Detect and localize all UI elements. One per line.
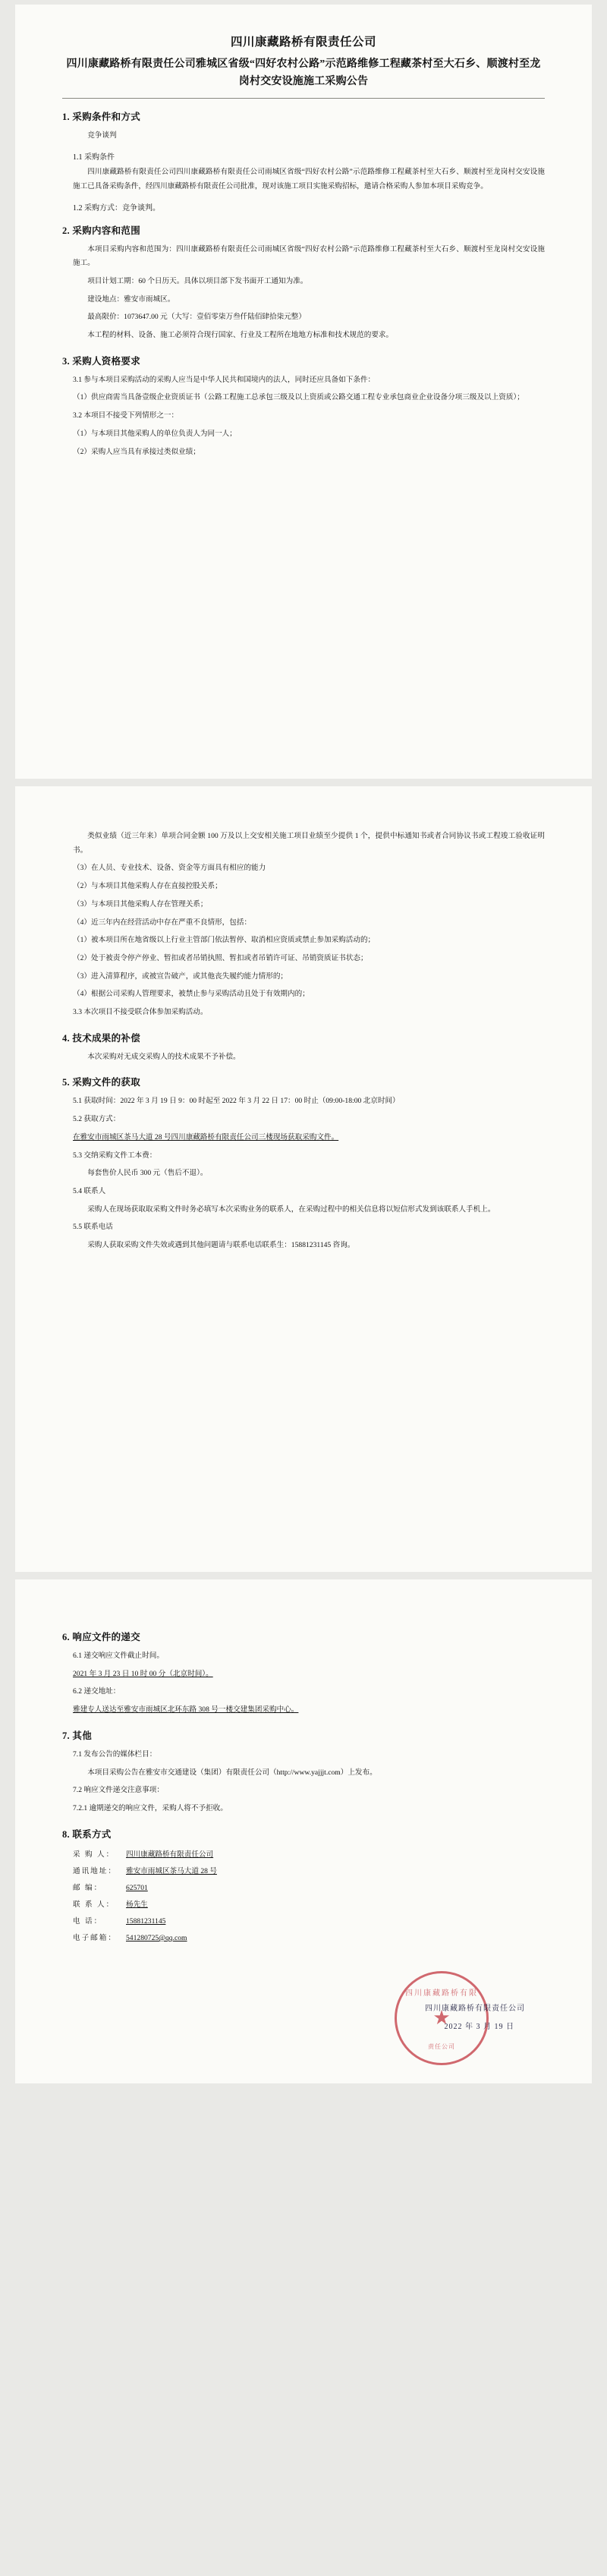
document-page-1 [15,5,592,779]
contact-table [62,1847,545,1947]
section-2-paragraph-1: 本项目采购内容和范围为：四川康藏路桥有限责任公司雨城区省级“四好农村公路”示范路维修工程藏茶村至大石乡、顺渡村至龙岗村交安设施施工。 [73,244,545,268]
seal-star-icon: ★ [432,2007,451,2029]
section-3-3-item-3b: （3）与本项目其他采购人存在管理关系； [73,899,208,909]
contact-label: 邮 编： [73,1883,103,1892]
section-8-heading: 8. 联系方式 [62,1828,112,1840]
contact-value: 四川康藏路桥有限责任公司 [126,1850,214,1859]
section-5-5-paragraph: 5.5 联系电话 [73,1223,113,1232]
section-2-heading: 2. 采购内容和范围 [62,225,141,236]
document-title: 四川康藏路桥有限责任公司雅城区省级“四好农村公路”示范路维修工程藏茶村至大石乡、顺渡村至龙岗村交安设施施工采购公告 [66,58,541,88]
section-3-3-item-4-4: （4）根据公司采购人管理要求，被禁止参与采购活动且处于有效期内的； [73,990,310,999]
seal-bottom-text: 责任公司 [428,2043,455,2050]
section-2-paragraph-4: 最高限价：1073647.00 元（大写：壹佰零柒万叁仟陆佰肆拾柒元整） [87,313,306,322]
section-5-4-paragraph: 5.4 联系人 [73,1186,106,1195]
signature-date: 2022 年 3 月 19 日 [444,2023,514,2031]
contact-label: 电子邮箱： [73,1933,117,1942]
section-3-3-item-3: （3）在人员、专业技术、设备、资金等方面具有相应的能力 [73,864,266,873]
section-3-1-paragraph: 3.1 参与本项目采购活动的采购人应当是中华人民共和国境内的法人，同时还应具备如下条件： [73,375,376,384]
section-6-1-paragraph: 6.1 递交响应文件截止时间。 [73,1652,164,1660]
section-7-1-paragraph: 7.1 发布公告的媒体栏目： [73,1749,157,1759]
contact-label: 采 购 人： [73,1850,115,1859]
section-3-3-similar-performance: 类似业绩（近三年来）单项合同金额 100 万及以上交安相关施工项目业绩至少提供 1 个，提供中标通知书或者合同协议书或工程竣工验收证明书。 [73,832,545,855]
section-7-1-media: 本项目采购公告在雅安市交通建设（集团）有限责任公司（http://www.yajjjt.com）上发布。 [87,1768,377,1777]
contact-value: 杨先生 [126,1900,148,1909]
section-1-2-heading: 1.2 采购方式：竞争谈判。 [73,203,160,213]
section-5-1-paragraph: 5.1 获取时间：2022 年 3 月 19 日 9：00 时起至 2022 年 3 月 22 日 17：00 时止（09:00-18:00 北京时间） [73,1097,400,1106]
section-7-heading: 7. 其他 [62,1730,93,1741]
section-6-2-paragraph: 6.2 递交地址： [73,1687,121,1696]
contact-value: 雅安市雨城区茶马大道 28 号 [126,1866,217,1875]
section-3-3-item-4-1: （1）被本项目所在地省级以上行业主管部门依法暂停、取消相应资质或禁止参加采购活动的； [73,936,376,945]
section-3-4-paragraph: 3.3 本次项目不接受联合体参加采购活动。 [73,1008,208,1017]
section-1-1-paragraph: 四川康藏路桥有限责任公司四川康藏路桥有限责任公司雨城区省级“四好农村公路”示范路维修工程藏茶村至大石乡、顺渡村至龙岗村交安设施施工已具备采购条件，经四川康藏路桥有限责任公司批准，现对该施工项目实施采购招标，邀请合格采购人参加本项目采购竞争。 [73,168,545,191]
section-7-2-1-paragraph: 7.2.1 逾期递交的响应文件，采购人将不予拒收。 [73,1803,228,1812]
section-3-3-item-4-3: （3）进入清算程序，或被宣告破产，或其他丧失履约能力情形的； [73,972,288,981]
document-page-2 [15,786,592,1572]
signature-block [62,1967,545,2058]
section-5-2-paragraph: 5.2 获取方式： [73,1115,121,1124]
section-4-heading: 4. 技术成果的补偿 [62,1032,141,1044]
contact-row [73,1930,545,1947]
section-6-heading: 6. 响应文件的递交 [62,1632,141,1642]
contact-value: 15881231145 [126,1916,166,1926]
contact-row [73,1847,545,1863]
section-4-paragraph: 本次采购对无成交采购人的技术成果不予补偿。 [87,1052,241,1061]
contact-label: 联 系 人： [73,1900,115,1909]
section-3-2-item-2: （2）采购人应当具有承接过类似业绩； [73,447,200,456]
section-6-2-address: 雅建专人送达至雅安市雨城区北环东路 308 号一楼交建集团采购中心。 [73,1705,299,1715]
title-divider [62,98,545,99]
contact-value: 625701 [126,1883,148,1892]
contact-label: 通讯地址： [73,1866,117,1875]
contact-value: 541280725@qq.com [126,1933,187,1942]
section-3-1-item-1: （1）供应商需当具备壹级企业资质证书（公路工程施工总承包三级及以上资质或公路交通工程专业承包商业企业设备分项三级及以上资质）； [73,393,524,402]
section-2-paragraph-2: 项目计划工期：60 个日历天。具体以项目部下发书面开工通知为准。 [87,276,308,285]
contact-row [73,1880,545,1897]
section-2-paragraph-5: 本工程的材料、设备、施工必须符合现行国家、行业及工程所在地地方标准和技术规范的要求。 [87,331,394,340]
section-3-3-item-4-2: （2）处于被责令停产停业、暂扣或者吊销执照、暂扣或者吊销许可证、吊销资质证书状态； [73,953,368,962]
section-1-lead: 竞争谈判 [87,131,117,140]
company-seal-stamp [395,1971,489,2065]
section-5-4-contact-note: 采购人在现场获取取采购文件时务必填写本次采购业务的联系人，在采购过程中的相关信息将以短信形式发到该联系人手机上。 [87,1205,495,1214]
contact-row [73,1863,545,1880]
signature-company-name: 四川康藏路桥有限责任公司 [425,2004,525,2013]
section-3-2-paragraph: 3.2 本项目不接受下列情形之一： [73,411,179,420]
contact-label: 电 话： [73,1916,103,1926]
section-5-3-paragraph: 5.3 交纳采购文件工本费： [73,1151,157,1160]
section-3-heading: 3. 采购人资格要求 [62,355,141,367]
document-page-3 [15,1579,592,2083]
section-1-heading: 1. 采购条件和方式 [62,112,141,123]
section-6-1-deadline: 2021 年 3 月 23 日 10 时 00 分（北京时间）。 [73,1669,213,1678]
section-1-1-heading: 1.1 采购条件 [73,153,115,162]
seal-top-text: 四川康藏路桥有限 [405,1989,478,1998]
section-3-3-item-4: （4）近三年内在经营活动中存在严重不良情形，包括： [73,918,252,927]
section-5-2-location: 在雅安市雨城区茶马大道 28 号四川康藏路桥有限责任公司三楼现场获取采购文件。 [73,1132,339,1142]
section-3-2-item-1: （1）与本项目其他采购人的单位负责人为同一人； [73,429,237,438]
section-5-3-fee: 每套售价人民币 300 元（售后不退）。 [87,1169,208,1178]
section-2-paragraph-3: 建设地点：雅安市雨城区。 [87,294,175,304]
section-7-2-paragraph: 7.2 响应文件递交注意事项： [73,1786,164,1795]
contact-row [73,1913,545,1930]
contact-row [73,1897,545,1913]
section-5-5-phone-note: 采购人获取采购文件失效或遇到其他问题请与联系电话联系生：15881231145 咨询。 [87,1241,355,1250]
section-3-3-item-2: （2）与本项目其他采购人存在直接控股关系； [73,882,222,891]
section-5-heading: 5. 采购文件的获取 [62,1077,141,1088]
company-header: 四川康藏路桥有限责任公司 [230,36,376,49]
